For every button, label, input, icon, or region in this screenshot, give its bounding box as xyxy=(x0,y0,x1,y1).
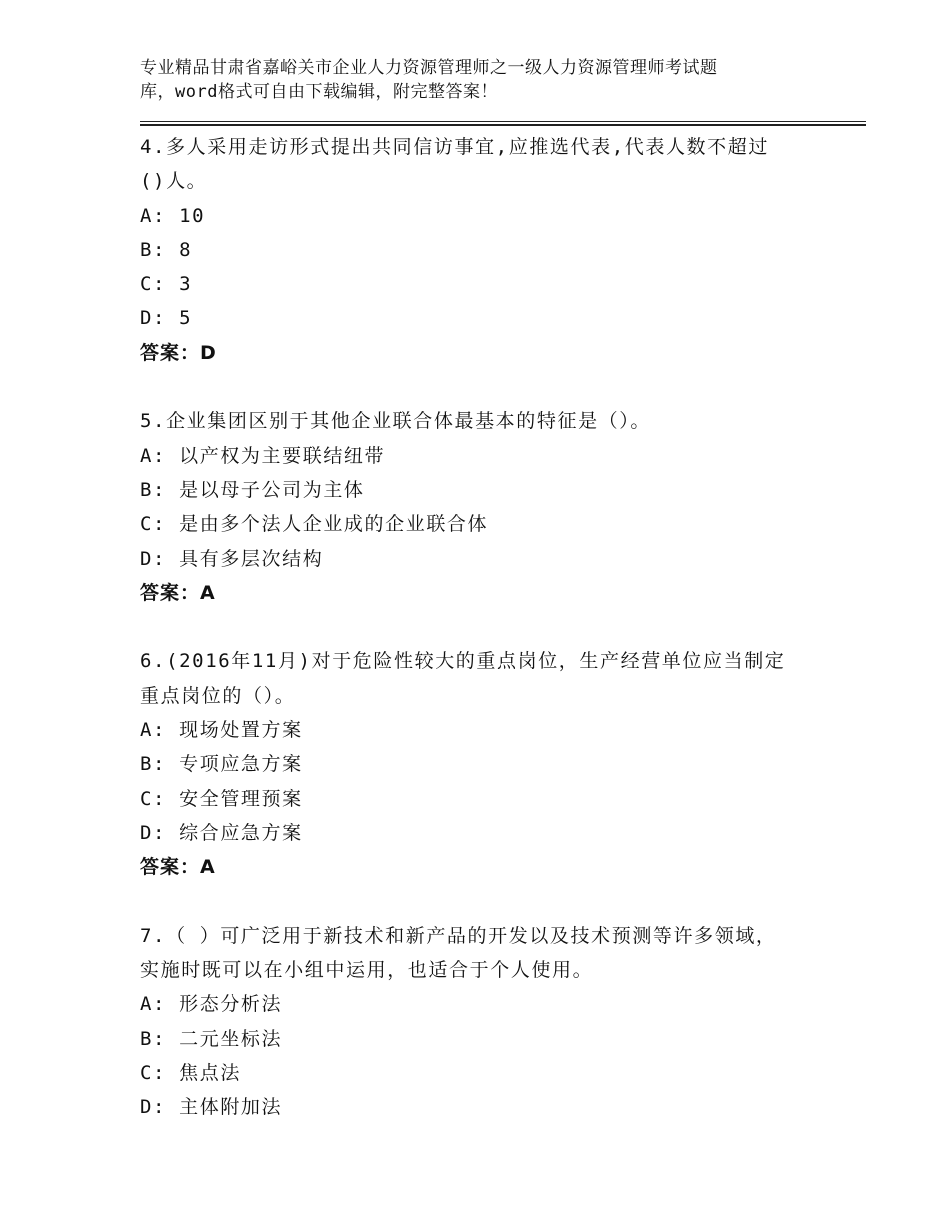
option-a: A: 形态分析法 xyxy=(140,993,283,1016)
option-b: B: 是以母子公司为主体 xyxy=(140,478,365,501)
question-stem-line: 5.企业集团区别于其他企业联合体最基本的特征是（）。 xyxy=(140,410,651,433)
question-stem-line: 4.多人采用走访形式提出共同信访事宜,应推选代表,代表人数不超过 xyxy=(140,136,769,158)
option-a: A: 10 xyxy=(140,204,206,227)
option-b: B: 8 xyxy=(140,238,193,261)
question-list xyxy=(140,130,860,1125)
question-stem xyxy=(140,919,860,988)
question-spacer xyxy=(140,370,860,404)
answer-label: 答案：A xyxy=(140,856,216,879)
question-stem-line: 重点岗位的（）。 xyxy=(140,684,296,707)
option-d: D: 综合应急方案 xyxy=(140,821,303,844)
answer-label: 答案：D xyxy=(140,341,217,364)
question-stem-line: ()人。 xyxy=(140,170,208,193)
option-d: D: 5 xyxy=(140,307,193,330)
question-spacer xyxy=(140,610,860,644)
header-rule-thin xyxy=(140,121,866,122)
option-d: D: 主体附加法 xyxy=(140,1096,283,1119)
question-stem-line: 实施时既可以在小组中运用，也适合于个人使用。 xyxy=(140,959,594,982)
option-c: C: 安全管理预案 xyxy=(140,787,303,810)
header-rule-thick xyxy=(140,124,866,126)
question-spacer xyxy=(140,885,860,919)
option-d: D: 具有多层次结构 xyxy=(140,547,324,570)
question-stem xyxy=(140,130,860,199)
option-b: B: 专项应急方案 xyxy=(140,753,303,776)
option-c: C: 是由多个法人企业成的企业联合体 xyxy=(140,513,489,536)
header-line-1: 专业精品甘肃省嘉峪关市企业人力资源管理师之一级人力资源管理师考试题 xyxy=(140,58,718,78)
question-stem-line: 7.（ ）可广泛用于新技术和新产品的开发以及技术预测等许多领域， xyxy=(140,924,777,947)
option-b: B: 二元坐标法 xyxy=(140,1027,283,1050)
question-6 xyxy=(140,644,860,884)
question-stem-line: 6.(2016年11月)对于危险性较大的重点岗位，生产经营单位应当制定 xyxy=(140,650,786,673)
option-c: C: 3 xyxy=(140,273,193,296)
option-a: A: 以产权为主要联结纽带 xyxy=(140,444,386,467)
question-stem xyxy=(140,644,860,713)
document-header xyxy=(140,56,860,104)
question-7 xyxy=(140,919,860,1125)
option-a: A: 现场处置方案 xyxy=(140,719,303,742)
answer-label: 答案：A xyxy=(140,581,216,604)
header-line-2: 库，word格式可自由下载编辑，附完整答案！ xyxy=(140,82,498,102)
question-stem xyxy=(140,404,860,438)
question-5 xyxy=(140,404,860,610)
question-4 xyxy=(140,130,860,370)
option-c: C: 焦点法 xyxy=(140,1062,241,1085)
